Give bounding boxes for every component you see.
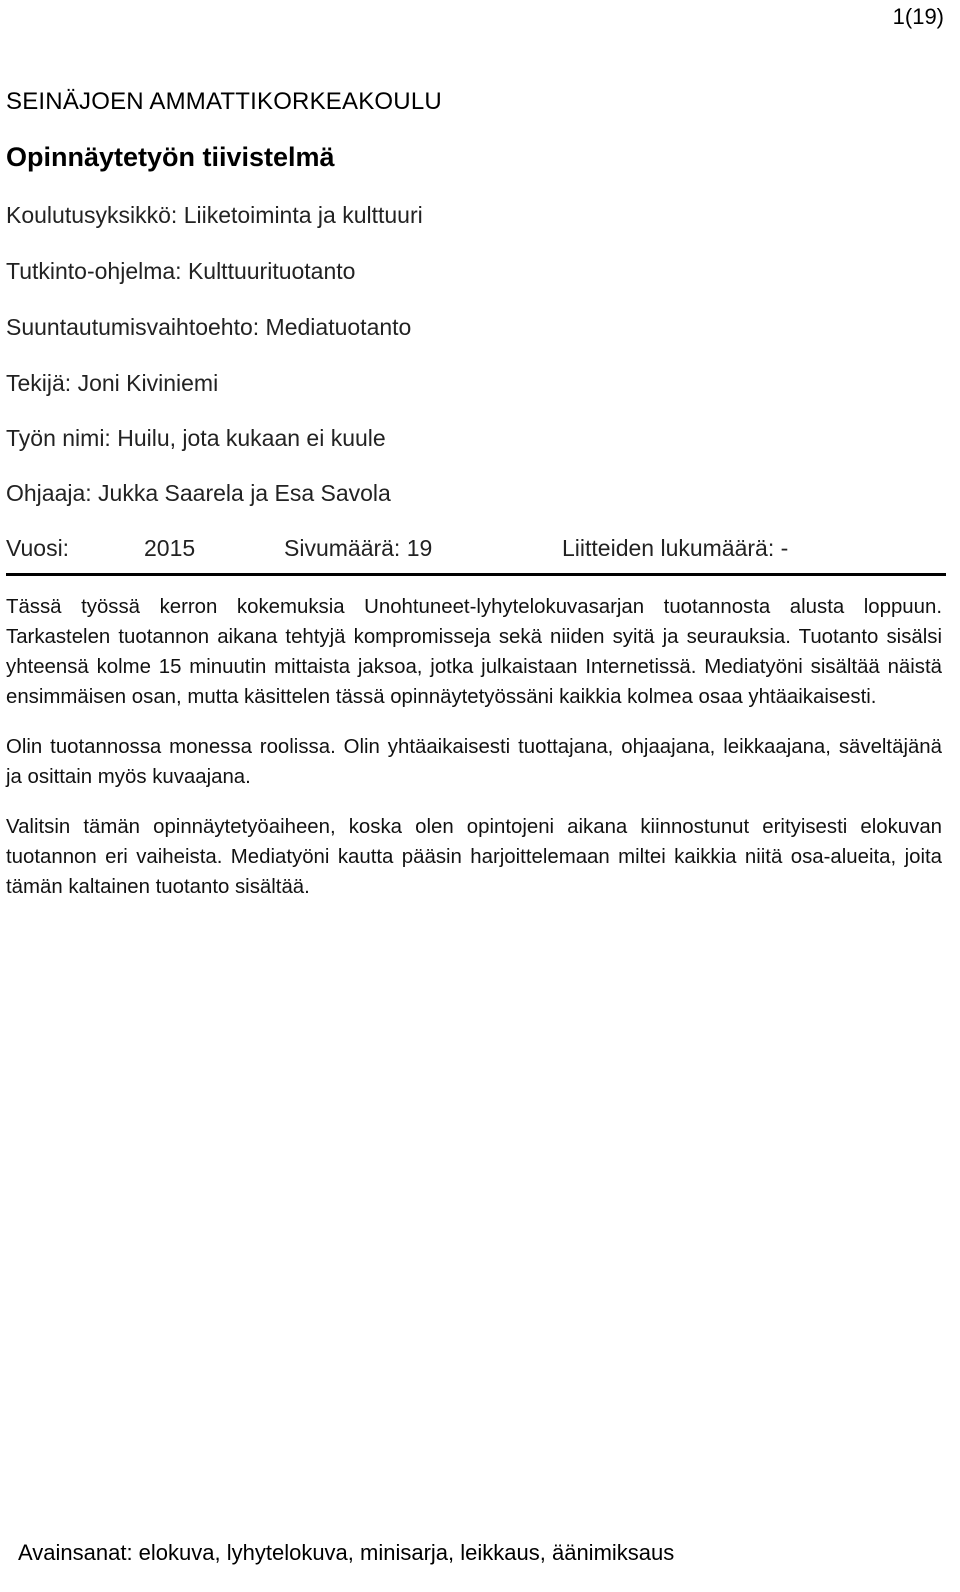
author: Tekijä: Joni Kiviniemi	[6, 370, 219, 396]
supervisor: Ohjaaja: Jukka Saarela ja Esa Savola	[6, 480, 391, 506]
page-count: Sivumäärä: 19	[284, 535, 433, 561]
education-unit: Koulutusyksikkö: Liiketoiminta ja kulttuuri	[6, 202, 423, 228]
abstract	[6, 592, 942, 922]
specialisation: Suuntautumisvaihtoehto: Mediatuotanto	[6, 314, 412, 340]
year-value: 2015	[144, 535, 196, 561]
attachment-count: Liitteiden lukumäärä: -	[562, 535, 789, 561]
year-label: Vuosi:	[6, 535, 70, 561]
work-title: Työn nimi: Huilu, jota kukaan ei kuule	[6, 425, 386, 451]
abstract-paragraph-1: Tässä työssä kerron kokemuksia Unohtuneet-lyhytelokuvasarjan tuotannosta alusta loppuun. Tarkastelen tuotannon aikana tehtyjä kompromisseja sekä niiden syitä ja seurauksia. Tuotanto sisälsi yhteensä kolme 15 minuutin mittaista jaksoa, jotka julkaistaan Internetissä. Mediatyöni sisältää näistä ensimmäisen osan, mutta käsittelen tässä opinnäytetyössäni kaikkia kolmea osaa yhtäaikaisesti.	[6, 596, 942, 708]
separator-rule	[6, 573, 946, 576]
document-title: Opinnäytetyön tiivistelmä	[6, 142, 335, 172]
degree-programme: Tutkinto-ohjelma: Kulttuurituotanto	[6, 258, 356, 284]
institution-name: SEINÄJOEN AMMATTIKORKEAKOULU	[6, 88, 442, 115]
keywords: Avainsanat: elokuva, lyhytelokuva, minisarja, leikkaus, äänimiksaus	[18, 1540, 675, 1565]
abstract-paragraph-2: Olin tuotannossa monessa roolissa. Olin yhtäaikaisesti tuottajana, ohjaajana, leikkaajana, säveltäjänä ja osittain myös kuvaajana.	[6, 736, 942, 788]
abstract-paragraph-3: Valitsin tämän opinnäytetyöaiheen, koska olen opintojeni aikana kiinnostunut erityisesti elokuvan tuotannon eri vaiheista. Mediatyöni kautta pääsin harjoittelemaan miltei kaikkia niitä osa-alueita, joita tämän kaltainen tuotanto sisältää.	[6, 816, 942, 898]
page-number: 1(19)	[892, 4, 944, 29]
